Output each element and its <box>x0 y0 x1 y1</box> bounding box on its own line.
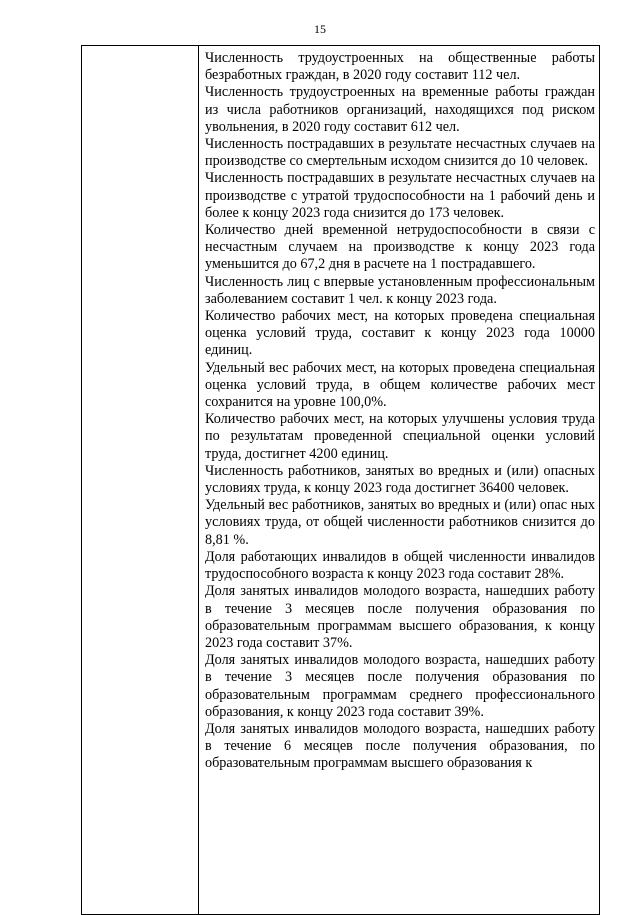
paragraph: Численность трудоустроенных на временные работы граждан из числа работников организаций, находящихся под риском увольнения, в 2020 году составит 612 чел. <box>205 84 595 135</box>
paragraph: Численность пострадавших в результате несчастных случаев на производстве с утратой трудоспособности на 1 рабочий день и более к концу 2023 года снизится до 173 человек. <box>205 170 595 221</box>
paragraph: Численность лиц с впервые установленным профессиональным заболеванием составит 1 чел. к концу 2023 года. <box>205 273 595 307</box>
paragraph: Численность пострадавших в результате несчастных случаев на производстве со смертельным исходом снизится до 10 человек. <box>205 136 595 170</box>
paragraph: Удельный вес рабочих мест, на которых проведена специальная оценка условий труда, в общем количестве рабочих мест сохранится на уровне 100,0%. <box>205 359 595 411</box>
paragraph: Численность трудоустроенных на общественные работы безработных граждан, в 2020 году составит 112 чел. <box>205 50 595 84</box>
paragraph: Доля занятых инвалидов молодого возраста, нашедших работу в течение 3 месяцев после получения образования по образовательным программам среднего профессионального образования, к концу 2023 года составит 39%. <box>205 652 595 720</box>
paragraph: Доля занятых инвалидов молодого возраста, нашедших работу в течение 6 месяцев после получения образования, по образовательным программам высшего образования к <box>205 720 595 772</box>
table-row <box>82 46 600 915</box>
paragraph: Количество рабочих мест, на которых улучшены условия труда по результатам проведенной специальной оценки условий труда, достигнет 4200 единиц. <box>205 411 595 462</box>
paragraph: Количество дней временной нетрудоспособности в связи с несчастным случаем на производстве к концу 2023 года уменьшится до 67,2 дня в расчете на 1 пострадавшего. <box>205 222 595 273</box>
indicators-table <box>81 45 600 915</box>
paragraph: Доля занятых инвалидов молодого возраста, нашедших работу в течение 3 месяцев после получения образования по образовательным программам высшего образования, к концу 2023 года составит 37%. <box>205 583 595 651</box>
left-cell <box>82 46 199 915</box>
paragraph: Доля работающих инвалидов в общей численности инвалидов трудоспособного возраста к концу 2023 года составит 28%. <box>205 548 595 583</box>
paragraph: Количество рабочих мест, на которых проведена специальная оценка условий труда, составит к концу 2023 года 10000 единиц. <box>205 308 595 359</box>
paragraph: Численность работников, занятых во вредных и (или) опасных условиях труда, к концу 2023 года достигнет 36400 человек. <box>205 462 595 497</box>
right-cell <box>199 46 600 915</box>
page-number: 15 <box>314 22 326 36</box>
paragraph: Удельный вес работников, занятых во вредных и (или) опас ных условиях труда, от общей численности работников снизится до 8,81 %. <box>205 497 595 548</box>
